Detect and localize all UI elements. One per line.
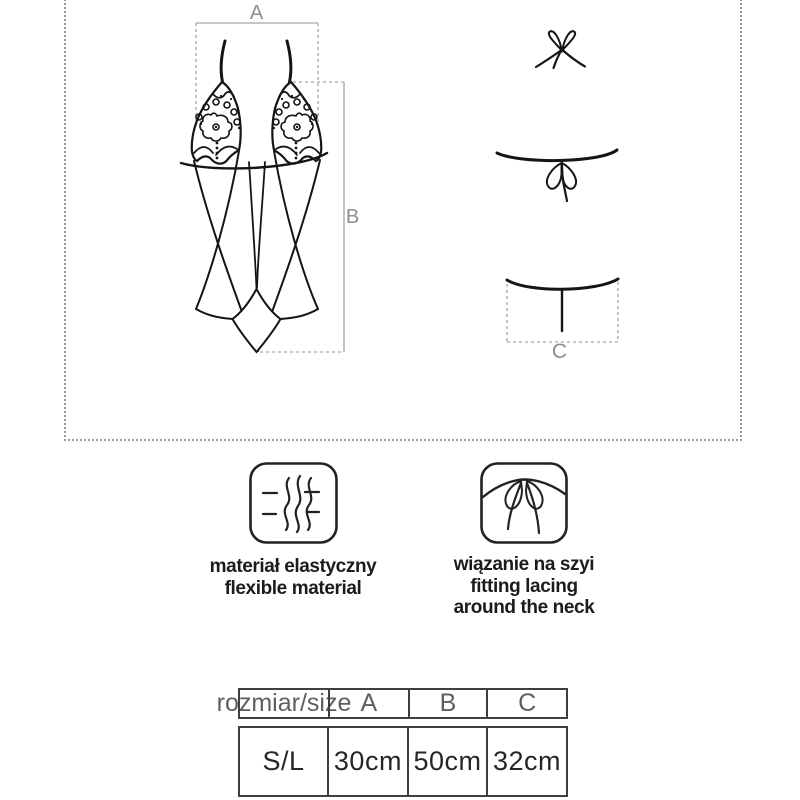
feature-line: fitting lacing <box>470 575 578 597</box>
size-table-cell: S/L <box>262 746 305 776</box>
bodysuit-sketch <box>181 41 327 352</box>
size-table-cell: 32cm <box>486 728 566 795</box>
feature-neck-lacing <box>409 462 639 619</box>
measurement-label-b: B <box>345 206 361 228</box>
back-tie-bow-sketch <box>497 150 617 201</box>
feature-line: around the neck <box>453 597 595 618</box>
bottom-width-sketch <box>507 279 618 331</box>
measurement-label-a: A <box>249 2 265 24</box>
feature-line: flexible material <box>224 577 362 599</box>
size-table-header-cell: A <box>328 690 408 717</box>
size-table-header-cell: C <box>486 690 566 717</box>
feature-elastic-text <box>178 556 408 599</box>
size-table-header-row <box>216 688 568 719</box>
feature-lacing-text <box>409 554 639 619</box>
feature-line: materiał elastyczny <box>209 556 377 577</box>
feature-elastic-material <box>178 462 408 599</box>
size-table <box>216 688 568 797</box>
neck-tie-bow-sketch <box>536 31 585 68</box>
size-table-data-row <box>238 726 568 797</box>
size-table-cell: 30cm <box>327 728 407 795</box>
elastic-material-icon <box>178 462 408 544</box>
size-table-cell: 50cm <box>407 728 486 795</box>
measurement-label-c: C <box>551 340 569 363</box>
feature-line: wiązanie na szyi <box>453 554 595 575</box>
size-table-header-cell: rozmiar/size <box>216 689 352 717</box>
neck-lacing-icon <box>409 462 639 544</box>
size-table-header-cell: B <box>408 690 487 717</box>
